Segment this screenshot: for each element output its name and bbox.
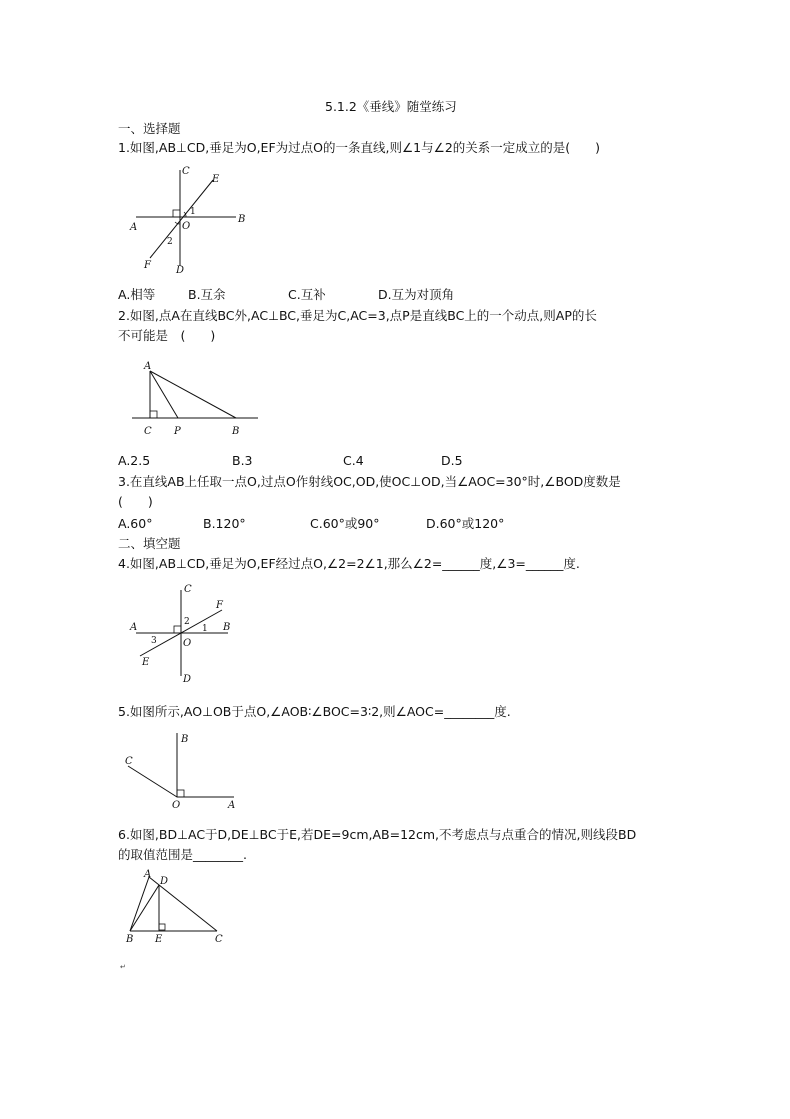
q1-label-B: B xyxy=(238,214,246,225)
q4-label-O: O xyxy=(183,638,192,649)
q4-label-D: D xyxy=(183,674,192,685)
q3-option-a: A.60° xyxy=(118,516,153,531)
q2-option-a: A.2.5 xyxy=(118,453,151,468)
q4-label-E: E xyxy=(142,657,150,668)
q2-label-P: P xyxy=(174,426,181,437)
q1-option-d: D.互为对顶角 xyxy=(378,287,455,302)
q6-label-E: E xyxy=(155,934,163,945)
q3-option-d: D.60°或120° xyxy=(426,516,505,531)
q4-angle-2: 2 xyxy=(184,617,190,627)
q1-label-E: E xyxy=(212,174,220,185)
q5-label-A: A xyxy=(228,800,236,811)
section-heading-choice: 一、选择题 xyxy=(118,121,181,136)
q6-label-D: D xyxy=(160,876,169,887)
question-6-text-line2: 的取值范围是________. xyxy=(118,847,247,862)
q2-option-b: B.3 xyxy=(232,453,253,468)
q1-label-F: F xyxy=(144,260,151,271)
question-5-text: 5.如图所示,AO⊥OB于点O,∠AOB∶∠BOC=3∶2,则∠AOC=________度. xyxy=(118,704,511,719)
q5-label-B: B xyxy=(181,734,189,745)
q1-label-A: A xyxy=(130,222,138,233)
question-6-text-line1: 6.如图,BD⊥AC于D,DE⊥BC于E,若DE=9cm,AB=12cm,不考虑点与点重合的情况,则线段BD xyxy=(118,827,637,842)
section-heading-fill: 二、填空题 xyxy=(118,536,181,551)
q1-option-b: B.互余 xyxy=(188,287,226,302)
question-1-text: 1.如图,AB⊥CD,垂足为O,EF为过点O的一条直线,则∠1与∠2的关系一定成立的是( ) xyxy=(118,140,601,155)
question-2-text-line2: 不可能是 ( ) xyxy=(118,328,216,343)
q1-label-C: C xyxy=(182,166,190,177)
q4-label-F: F xyxy=(216,600,223,611)
q4-label-A: A xyxy=(130,622,138,633)
figure-q1 xyxy=(128,162,258,280)
q1-option-c: C.互补 xyxy=(288,287,326,302)
question-3-text-line2: ( ) xyxy=(118,494,153,509)
q1-option-a: A.相等 xyxy=(118,287,156,302)
q5-label-O: O xyxy=(172,800,181,811)
q3-option-c: C.60°或90° xyxy=(310,516,380,531)
q2-label-C: C xyxy=(144,426,152,437)
figure-q2 xyxy=(130,355,265,440)
figure-q4 xyxy=(126,580,241,690)
q4-angle-1: 1 xyxy=(202,624,208,634)
q1-label-O: O xyxy=(182,221,191,232)
q1-label-D: D xyxy=(176,265,185,276)
paragraph-end-mark: ↵ xyxy=(120,963,126,971)
figure-q5 xyxy=(120,728,250,810)
q6-label-A: A xyxy=(144,869,152,880)
q4-angle-3: 3 xyxy=(151,636,157,646)
page-title: 5.1.2《垂线》随堂练习 xyxy=(325,99,457,114)
figure-q6 xyxy=(122,868,232,946)
question-4-text: 4.如图,AB⊥CD,垂足为O,EF经过点O,∠2=2∠1,那么∠2=______度,∠3=______度. xyxy=(118,556,580,571)
q2-option-c: C.4 xyxy=(343,453,364,468)
q6-label-C: C xyxy=(215,934,223,945)
q4-label-B: B xyxy=(223,622,231,633)
q6-label-B: B xyxy=(126,934,134,945)
q4-label-C: C xyxy=(184,584,192,595)
question-3-text-line1: 3.在直线AB上任取一点O,过点O作射线OC,OD,使OC⊥OD,当∠AOC=30°时,∠BOD度数是 xyxy=(118,474,621,489)
q2-label-B: B xyxy=(232,426,240,437)
q5-label-C: C xyxy=(125,756,133,767)
q1-angle-1: 1 xyxy=(190,207,196,217)
q2-option-d: D.5 xyxy=(441,453,463,468)
q3-option-b: B.120° xyxy=(203,516,246,531)
q1-angle-2: 2 xyxy=(167,237,173,247)
question-2-text-line1: 2.如图,点A在直线BC外,AC⊥BC,垂足为C,AC=3,点P是直线BC上的一个动点,则AP的长 xyxy=(118,308,597,323)
q2-label-A: A xyxy=(144,361,152,372)
